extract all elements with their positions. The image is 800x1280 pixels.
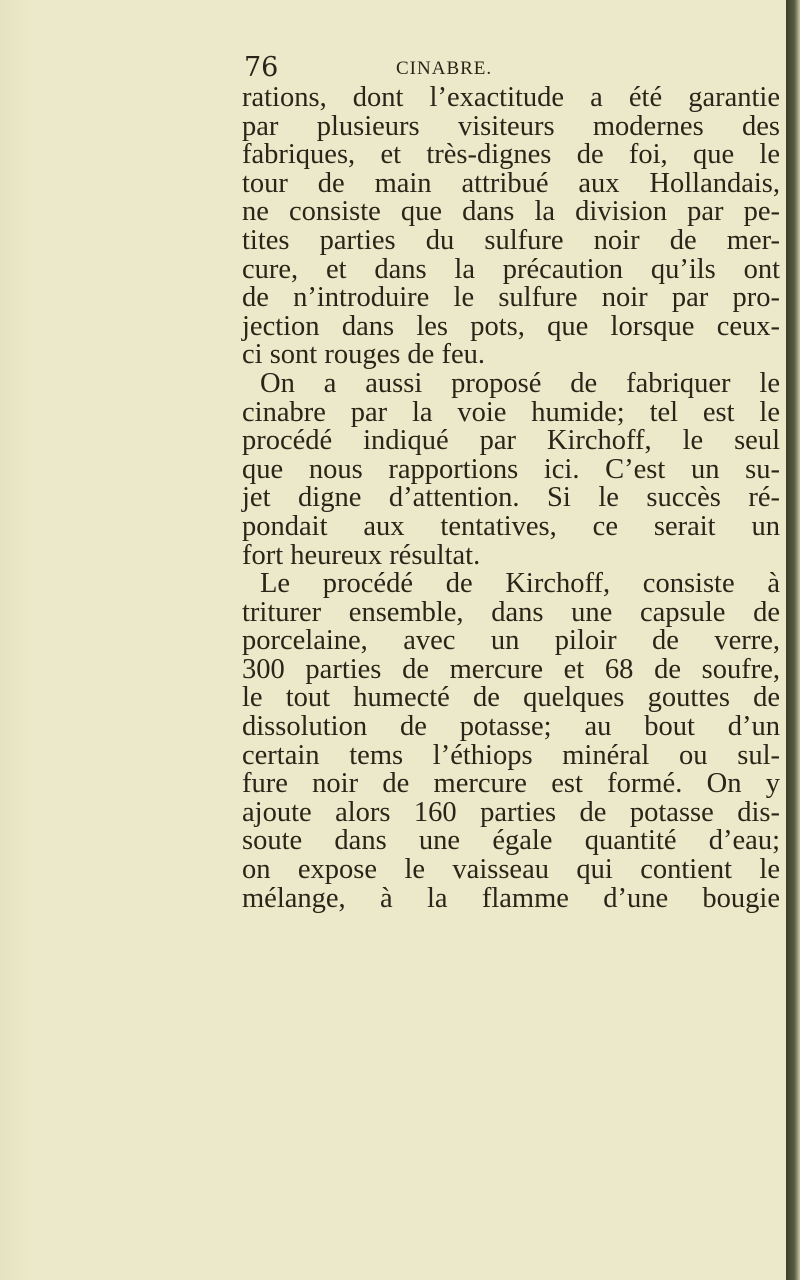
text-line: ajoute alors 160 parties de potasse dis-	[242, 796, 780, 828]
text-line: triturer ensemble, dans une capsule de	[242, 596, 780, 628]
text-line: on expose le vaisseau qui contient le	[242, 854, 780, 886]
text-line: fort heureux résultat.	[242, 539, 481, 571]
text-line: rations, dont l’exactitude a été garantie	[242, 82, 780, 113]
text-line: tour de main attribué aux Hollandais,	[242, 167, 780, 199]
page-header	[244, 52, 780, 86]
text-line: tites parties du sulfure noir de mer-	[242, 224, 780, 256]
text-line: Le procédé de Kirchoff, consiste à	[260, 568, 780, 600]
text-line: que nous rapportions ici. C’est un su-	[242, 453, 780, 485]
text-line: porcelaine, avec un piloir de verre,	[242, 625, 780, 657]
text-line: par plusieurs visiteurs modernes des	[242, 110, 780, 142]
text-line: 300 parties de mercure et 68 de soufre,	[242, 653, 780, 685]
text-line: procédé indiqué par Kirchoff, le seul	[242, 425, 780, 457]
text-line: fabriques, et très-dignes de foi, que le	[242, 139, 780, 171]
text-line: le tout humecté de quelques gouttes de	[242, 682, 780, 714]
text-line: mélange, à la flamme d’une bougie	[242, 882, 780, 914]
text-line: On a aussi proposé de fabriquer le	[260, 367, 780, 399]
body-text	[242, 84, 780, 913]
text-line: soute dans une égale quantité d’eau;	[242, 825, 780, 857]
text-line: jet digne d’attention. Si le succès ré-	[242, 482, 780, 514]
text-line: ne consiste que dans la division par pe-	[242, 196, 780, 228]
text-line: ci sont rouges de feu.	[242, 339, 485, 371]
text-line: dissolution de potasse; au bout d’un	[242, 711, 780, 743]
text-line: pondait aux tentatives, ce serait un	[242, 510, 780, 542]
page-number: 76	[244, 52, 279, 83]
text-line: cure, et dans la précaution qu’ils ont	[242, 253, 780, 285]
text-line: cinabre par la voie humide; tel est le	[242, 396, 780, 428]
running-head: CINABRE.	[396, 58, 493, 79]
text-line: de n’introduire le sulfure noir par pro-	[242, 282, 780, 314]
text-line: jection dans les pots, que lorsque ceux-	[242, 310, 780, 342]
text-line: certain tems l’éthiops minéral ou sul-	[242, 739, 780, 771]
page-gutter-shadow	[0, 0, 30, 1280]
text-line: fure noir de mercure est formé. On y	[242, 768, 780, 800]
page-edge	[786, 0, 800, 1280]
